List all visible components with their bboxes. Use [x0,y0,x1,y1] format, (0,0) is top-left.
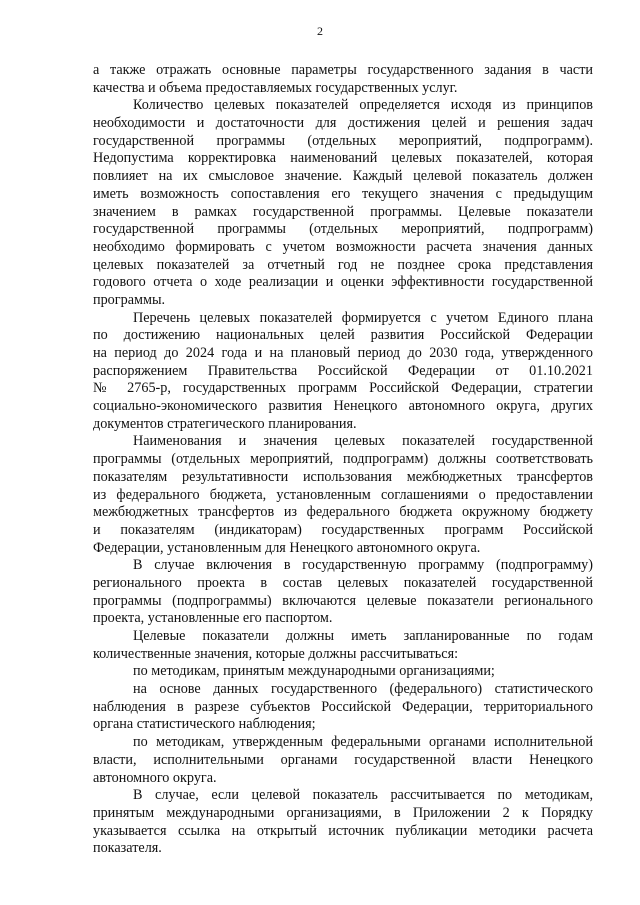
text-line: из федерального бюджета, установленным соглашениями о предоставлении [93,486,593,503]
text-line: по методикам, утвержденным федеральными органами исполнительной [133,734,593,751]
text-line: качества и объема предоставляемых государственных услуг. [93,79,458,96]
text-line: распоряжением Правительства Российской Федерации от 01.10.2021 [93,362,593,379]
text-line: принятым международными организациями, в Приложении 2 к Порядку [93,804,593,821]
text-line: целевых показателей за отчетный год не позднее срока представления [93,256,593,273]
text-line: на основе данных государственного (федерального) статистического [133,681,593,698]
text-line: количественные значения, которые должны рассчитываться: [93,645,459,662]
text-line: на период до 2024 года и на плановый период до 2030 года, утвержденного [93,345,593,361]
text-line: годового отчета о ходе реализации и оценки эффективности государственной [93,274,593,291]
text-line: показателям результативности использования межбюджетных трансфертов [93,468,593,485]
text-line: органа статистического наблюдения; [93,716,316,733]
text-line: Недопустима корректировка наименований целевых показателей, которая [93,150,593,167]
text-line: программы (отдельных мероприятий, подпрограмм) должны соответствовать [93,451,593,468]
text-line: показателя. [93,840,162,857]
text-line: необходимости и достаточности для достижения целей и решения задач [93,115,593,132]
text-line: власти, исполнительными органами государственной власти Ненецкого [93,751,593,768]
text-line: проекта, установленные его паспортом. [93,610,333,627]
text-line: государственной программы (отдельных мероприятий, подпрограмм) [93,221,593,238]
text-line: Федерации, установленным для Ненецкого автономного округа. [93,539,481,556]
text-line: повлияет на их смысловое значение. Каждый целевой показатель должен [93,168,593,185]
text-line: необходимо формировать с учетом возможности расчета значения данных [93,238,593,255]
text-line: указывается ссылка на открытый источник публикации методики расчета [93,822,593,839]
text-line: документов стратегического планирования. [93,415,357,432]
text-line: Целевые показатели должны иметь запланированные по годам [133,628,593,644]
text-line: а также отражать основные параметры государственного задания в части [93,62,593,78]
text-line: автономного округа. [93,769,217,786]
text-line: программы. [93,291,166,308]
text-line: по методикам, принятым международными организациями; [133,663,495,680]
text-line: Количество целевых показателей определяется исходя из принципов [133,97,593,114]
text-line: социально-экономического развития Ненецкого автономного округа, других [93,398,593,415]
text-line: регионального проекта в состав целевых показателей государственной [93,574,593,591]
body-text [93,62,593,858]
text-line: межбюджетных трансфертов из федерального бюджета окружному бюджету [93,504,593,521]
text-line: Перечень целевых показателей формируется с учетом Единого плана [133,309,593,326]
text-line: В случае включения в государственную программу (подпрограмму) [133,557,593,574]
text-line: наблюдения в разрезе субъектов Российской Федерации, территориального [93,698,593,715]
text-line: иметь возможность сопоставления его текущего значения с предыдущим [93,185,593,202]
text-line: В случае, если целевой показатель рассчитывается по методикам, [133,787,593,804]
text-line: Наименования и значения целевых показателей государственной [133,433,593,450]
text-line: государственной программы (отдельных мероприятий, подпрограмм). [93,132,593,149]
text-line: по достижению национальных целей развития Российской Федерации [93,327,593,344]
text-line: значением в рамках государственной программы. Целевые показатели [93,203,593,220]
text-line: и показателям (индикаторам) государственных программ Российской [93,521,593,538]
text-line: программы (подпрограммы) включаются целевые показатели регионального [93,592,593,609]
page-number: 2 [317,24,323,38]
text-line: № 2765-р, государственных программ Российской Федерации, стратегии [93,380,593,397]
